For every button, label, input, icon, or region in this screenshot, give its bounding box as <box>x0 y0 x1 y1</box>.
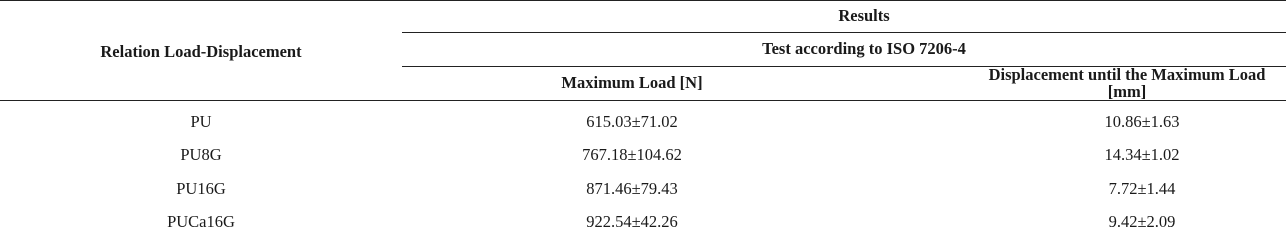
sample-name-cell: PUCa16G <box>167 212 235 231</box>
displacement-cell: 7.72±1.44 <box>1108 178 1176 198</box>
maximum-load-cell: 922.54±42.26 <box>586 212 678 231</box>
table-row <box>0 139 1286 173</box>
sample-name-cell: PU <box>190 111 212 131</box>
maximum-load-header: Maximum Load [N] <box>402 67 850 101</box>
table-row <box>0 101 1286 139</box>
test-standard-header: Test according to ISO 7206-4 <box>402 33 1286 67</box>
sample-name-cell: PU16G <box>176 178 226 198</box>
maximum-load-cell: 615.03±71.02 <box>586 111 678 131</box>
relation-load-displacement-header: Relation Load-Displacement <box>0 1 402 101</box>
results-header: Results <box>402 1 1286 33</box>
maximum-load-cell: 767.18±104.62 <box>582 145 682 164</box>
table-row <box>0 172 1286 206</box>
displacement-cell: 14.34±1.02 <box>1104 145 1180 164</box>
table-row <box>0 206 1286 240</box>
sample-name-cell: PU8G <box>180 145 222 164</box>
displacement-header: Displacement until the Maximum Load [mm] <box>850 67 1286 101</box>
maximum-load-cell: 871.46±79.43 <box>586 178 678 198</box>
displacement-cell: 10.86±1.63 <box>1104 111 1180 131</box>
displacement-cell: 9.42±2.09 <box>1108 212 1176 231</box>
